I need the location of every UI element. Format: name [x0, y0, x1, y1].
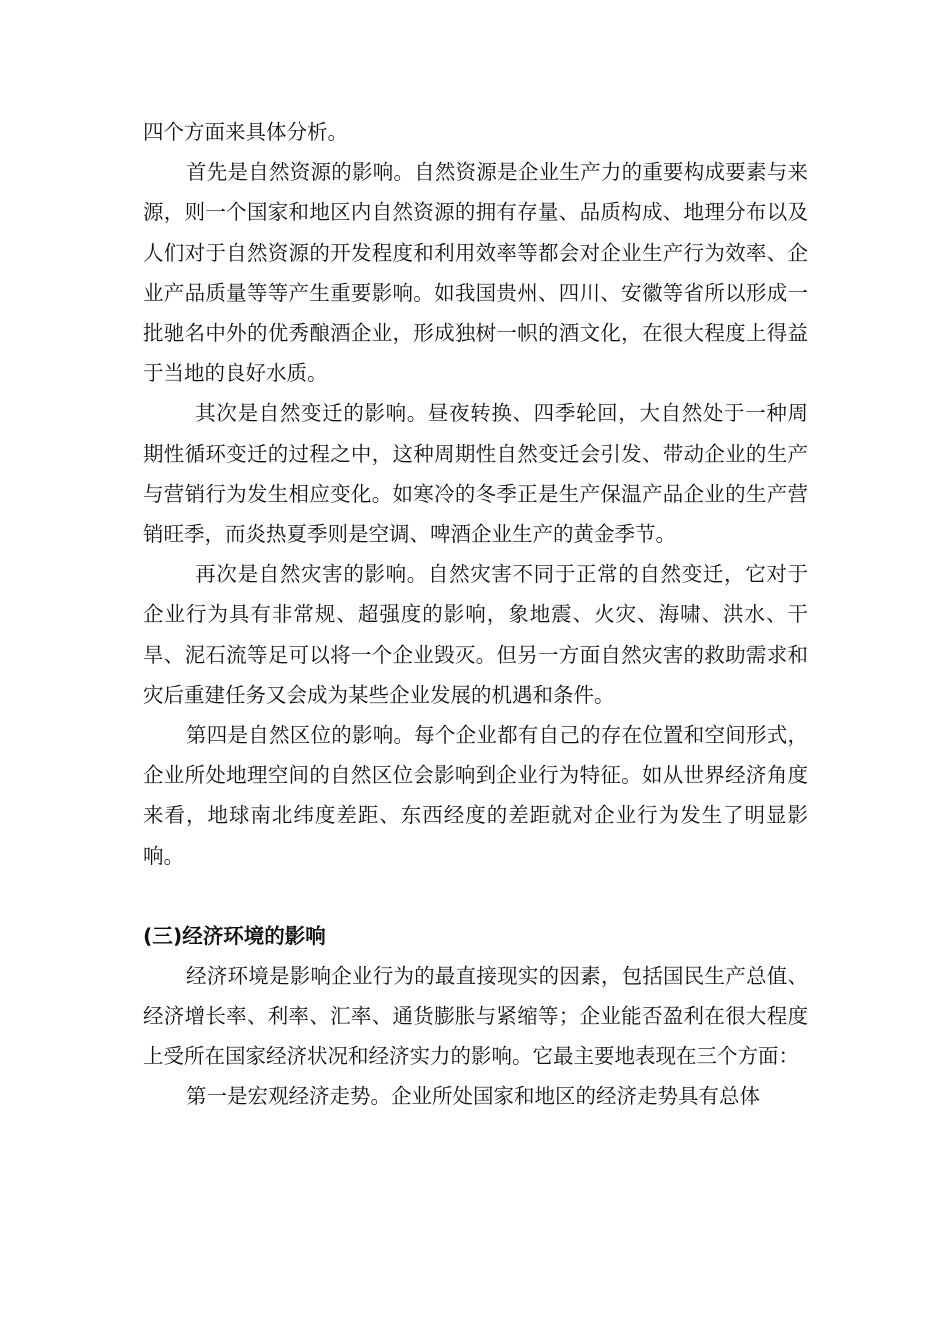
section-heading: (三)经济环境的影响 [143, 923, 326, 948]
paragraph-natural-location: 第四是自然区位的影响。每个企业都有自己的存在位置和空间形式，企业所处地理空间的自然区位会影响到企业行为特征。如从世界经济角度来看，地球南北纬度差距、东西经度的差距就对企业行为发生了明显影响。 [143, 723, 808, 868]
paragraph-natural-resources: 首先是自然资源的影响。自然资源是企业生产力的重要构成要素与来源，则一个国家和地区内自然资源的拥有存量、品质构成、地理分布以及人们对于自然资源的开发程度和利用效率等都会对企业生产行为效率、企业产品质量等等产生重要影响。如我国贵州、四川、安徽等省所以形成一批驰名中外的优秀酿酒企业，形成独树一帜的酒文化，在很大程度上得益于当地的良好水质。 [143, 160, 808, 386]
paragraph-continuation: 四个方面来具体分析。 [143, 120, 348, 144]
paragraph-natural-change: 其次是自然变迁的影响。昼夜转换、四季轮回，大自然处于一种周期性循环变迁的过程之中，这种周期性自然变迁会引发、带动企业的生产与营销行为发生相应变化。如寒冷的冬季正是生产保温产品企业的生产营销旺季，而炎热夏季则是空调、啤酒企业生产的黄金季节。 [143, 401, 808, 547]
paragraph-macro-trend: 第一是宏观经济走势。企业所处国家和地区的经济走势具有总体 [186, 1084, 761, 1109]
paragraph-natural-disasters: 再次是自然灾害的影响。自然灾害不同于正常的自然变迁，它对于企业行为具有非常规、超强度的影响，象地震、火灾、海啸、洪水、干旱、泥石流等足可以将一个企业毁灭。但另一方面自然灾害的救助需求和灾后重建任务又会成为某些企业发展的机遇和条件。 [143, 562, 808, 707]
section-spacer [143, 876, 808, 916]
document-body [143, 112, 808, 1117]
paragraph-economic-environment: 经济环境是影响企业行为的最直接现实的因素，包括国民生产总值、经济增长率、利率、汇率、通货膨胀与紧缩等；企业能否盈利在很大程度上受所在国家经济状况和经济实力的影响。它最主要地表现在三个方面： [143, 963, 808, 1069]
